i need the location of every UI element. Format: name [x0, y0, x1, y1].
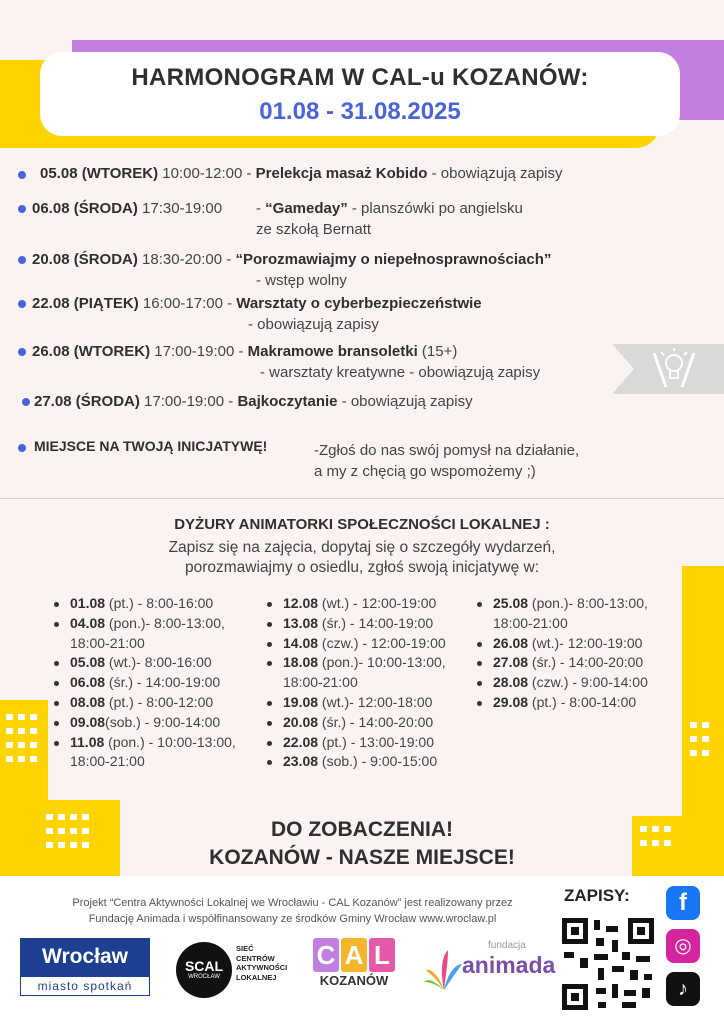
duty-title: DYŻURY ANIMATORKI SPOŁECZNOŚCI LOKALNEJ : — [174, 516, 550, 533]
list-item: 29.08 (pt.) - 8:00-14:00 — [477, 693, 681, 713]
animada-flower-icon — [424, 944, 464, 994]
list-item: 08.08 (pt.) - 8:00-12:00 — [54, 693, 264, 713]
event-row — [32, 341, 457, 362]
list-item: 20.08 (śr.) - 14:00-20:00 — [267, 713, 479, 733]
event-time: 17:00-19:00 - — [144, 393, 234, 410]
arrow-banner — [612, 344, 724, 394]
initiative-line-2: a my z chęcią go wspomożemy ;) — [314, 463, 536, 480]
event-time: 17:30-19:00 — [142, 200, 223, 217]
event-bullet — [18, 256, 26, 264]
event-date: 20.08 (ŚRODA) — [32, 251, 138, 268]
list-item: 05.08 (wt.)- 8:00-16:00 — [54, 653, 264, 673]
event-bullet — [18, 348, 26, 356]
event-date: 27.08 (ŚRODA) — [34, 393, 140, 410]
scal-logo-text: SIEĆ CENTRÓW AKTYWNOŚCI LOKALNEJ — [236, 944, 288, 982]
schedule-column-2 — [267, 594, 479, 772]
facebook-icon[interactable]: f — [666, 886, 700, 920]
duty-subtitle — [0, 538, 724, 578]
event-bullet — [18, 171, 26, 179]
qr-code[interactable] — [562, 918, 654, 1010]
wroclaw-logo-tagline: miasto spotkań — [20, 976, 150, 996]
event-time: 17:00-19:00 - — [154, 343, 244, 360]
list-item: 14.08 (czw.) - 12:00-19:00 — [267, 634, 479, 654]
cal-kozanow-logo[interactable]: C A L KOZANÓW — [308, 938, 400, 988]
event-bullet — [18, 300, 26, 308]
event-row — [34, 391, 473, 412]
page-dates: 01.08 - 31.08.2025 — [259, 98, 461, 125]
list-item: 25.08 (pon.)- 8:00-13:00, 18:00-21:00 — [477, 594, 681, 634]
event-row — [32, 249, 551, 270]
event-note-2: ze szkołą Bernatt — [256, 221, 372, 238]
page-title: HARMONOGRAM W CAL-u KOZANÓW: — [131, 64, 589, 91]
event-time: 10:00-12:00 - — [162, 165, 252, 182]
footer-line-1: Projekt “Centra Aktywności Lokalnej we Wrocławiu - CAL Kozanów” jest realizowany przez — [72, 897, 513, 909]
schedule-column-1 — [54, 594, 264, 772]
event-note-2: - obowiązują zapisy — [248, 316, 379, 333]
divider — [0, 498, 724, 499]
event-name: “Gameday” — [265, 200, 348, 217]
wroclaw-logo-name: Wrocław — [20, 938, 150, 976]
event-name: “Porozmawiajmy o niepełnosprawnościach” — [235, 251, 552, 268]
event-detail — [256, 198, 523, 240]
event-time: 18:30-20:00 - — [142, 251, 232, 268]
list-item: 11.08 (pon.) - 10:00-13:00, 18:00-21:00 — [54, 733, 264, 773]
event-date: 06.08 (ŚRODA) — [32, 200, 138, 217]
duty-line-1: Zapisz się na zajęcia, dopytaj się o szczegóły wydarzeń, — [168, 539, 556, 556]
event-date: 26.08 (WTOREK) — [32, 343, 151, 360]
list-item: 12.08 (wt.) - 12:00-19:00 — [267, 594, 479, 614]
event-age: (15+) — [421, 343, 458, 360]
event-date: 05.08 (WTOREK) — [40, 165, 159, 182]
instagram-icon[interactable]: ◎ — [666, 929, 700, 963]
event-row — [32, 198, 222, 219]
initiative-line-1: -Zgłoś do nas swój pomysł na działanie, — [314, 442, 580, 459]
header-card — [40, 52, 680, 136]
list-item: 23.08 (sob.) - 9:00-15:00 — [267, 752, 479, 772]
initiative-label: MIEJSCE NA TWOJĄ INICJATYWĘ! — [34, 438, 268, 454]
event-note: - obowiązują zapisy — [341, 393, 473, 410]
closing-line-1: DO ZOBACZENIA! — [271, 818, 453, 841]
event-name: Warsztaty o cyberbezpieczeństwie — [236, 295, 482, 312]
list-item: 13.08 (śr.) - 14:00-19:00 — [267, 614, 479, 634]
animada-logo[interactable]: fundacja animada — [424, 938, 554, 998]
initiative-text — [314, 440, 579, 482]
duty-line-2: porozmawiajmy o osiedlu, zgłoś swoją inicjatywę w: — [184, 559, 540, 576]
footer-line-2: Fundację Animada i współfinansowany ze środków Gminy Wrocław www.wroclaw.pl — [88, 913, 497, 925]
event-note: - obowiązują zapisy — [431, 165, 563, 182]
list-item: 18.08 (pon.)- 10:00-13:00, 18:00-21:00 — [267, 653, 479, 693]
list-item: 19.08 (wt.)- 12:00-18:00 — [267, 693, 479, 713]
list-item: 28.08 (czw.) - 9:00-14:00 — [477, 673, 681, 693]
event-dash: - — [256, 200, 261, 217]
scal-logo[interactable]: SCAL WROCŁAW — [176, 942, 232, 998]
event-note-2: - warsztaty kreatywne - obowiązują zapisy — [260, 364, 541, 381]
event-row — [32, 293, 482, 314]
list-item: 01.08 (pt.) - 8:00-16:00 — [54, 594, 264, 614]
list-item: 26.08 (wt.)- 12:00-19:00 — [477, 634, 681, 654]
event-time: 16:00-17:00 - — [142, 295, 233, 312]
event-bullet — [22, 398, 30, 406]
event-date: 22.08 (PIĄTEK) — [32, 295, 139, 312]
event-note: - planszówki po angielsku — [351, 200, 523, 217]
list-item: 09.08(sob.) - 9:00-14:00 — [54, 713, 264, 733]
event-bullet — [18, 205, 26, 213]
event-note-2: - wstęp wolny — [256, 272, 347, 289]
signup-label: ZAPISY: — [564, 886, 630, 905]
closing-line-2: KOZANÓW - NASZE MIEJSCE! — [209, 846, 515, 869]
event-name: Prelekcja masaż Kobido — [255, 165, 428, 182]
list-item: 04.08 (pon.)- 8:00-13:00, 18:00-21:00 — [54, 614, 264, 654]
event-bullet — [18, 444, 26, 452]
list-item: 27.08 (śr.) - 14:00-20:00 — [477, 653, 681, 673]
schedule-column-3 — [477, 594, 681, 713]
list-item: 22.08 (pt.) - 13:00-19:00 — [267, 733, 479, 753]
idea-tools-icon — [646, 347, 706, 391]
tiktok-icon[interactable]: ♪ — [666, 972, 700, 1006]
event-name: Bajkoczytanie — [237, 393, 338, 410]
closing-text — [0, 816, 724, 872]
list-item: 06.08 (śr.) - 14:00-19:00 — [54, 673, 264, 693]
event-row — [40, 163, 563, 184]
event-name: Makramowe bransoletki — [247, 343, 418, 360]
wroclaw-logo[interactable] — [20, 938, 150, 998]
footer-text — [0, 895, 585, 927]
